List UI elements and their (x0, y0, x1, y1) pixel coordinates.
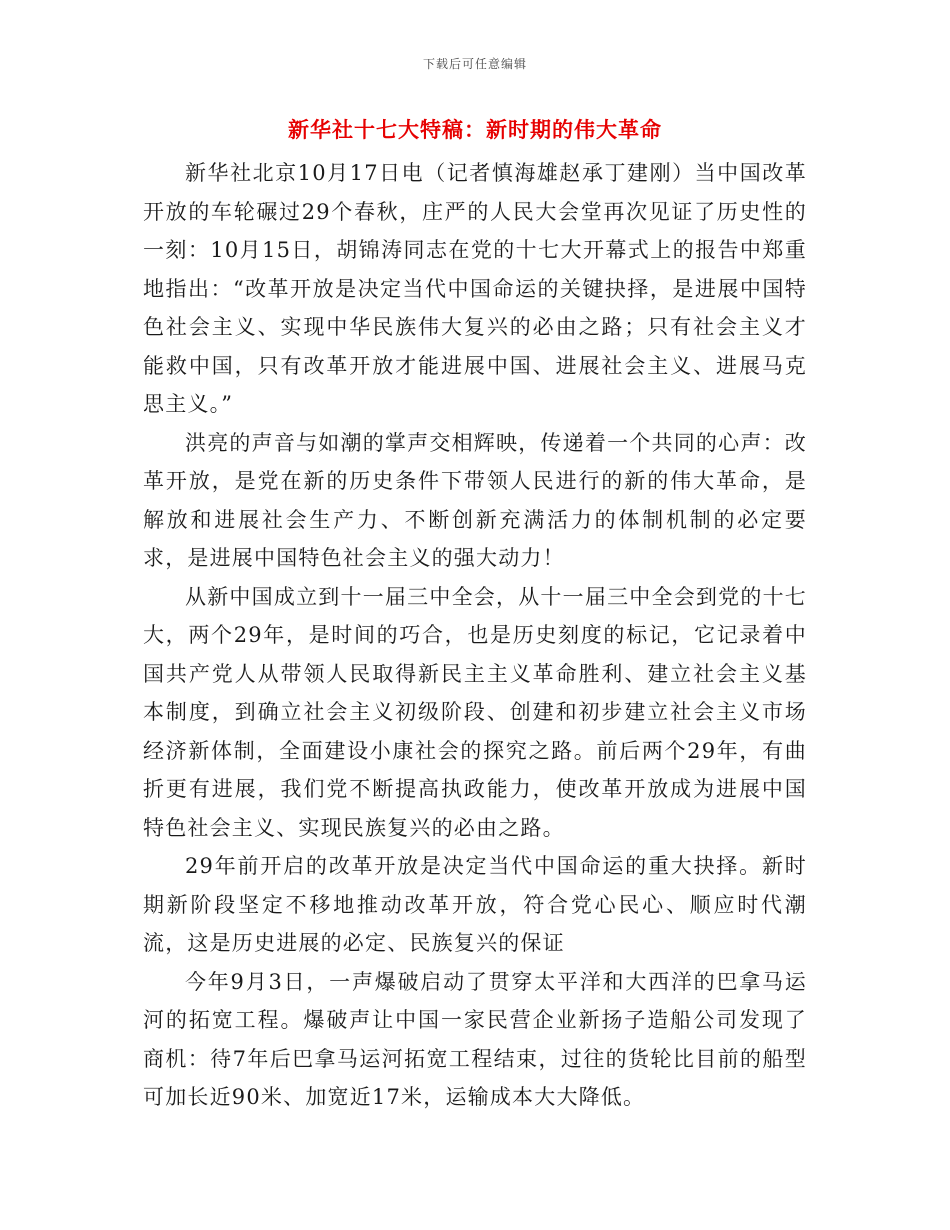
document-title: 新华社十七大特稿：新时期的伟大革命 (288, 117, 662, 142)
paragraph-4: 29年前开启的改革开放是决定当代中国命运的重大抉择。新时期新阶段坚定不移地推动改革开放，符合党心民心、顺应时代潮流，这是历史进展的必定、民族复兴的保证 (143, 854, 807, 955)
paragraph-5: 今年9月3日，一声爆破启动了贯穿太平洋和大西洋的巴拿马运河的拓宽工程。爆破声让中国一家民营企业新扬子造船公司发现了商机：待7年后巴拿马运河拓宽工程结束，过往的货轮比目前的船型可加长近90米、加宽近17米，运输成本大大降低。 (143, 969, 807, 1109)
paragraph-2: 洪亮的声音与如潮的掌声交相辉映，传递着一个共同的心声：改革开放，是党在新的历史条件下带领人民进行的新的伟大革命，是解放和进展社会生产力、不断创新充满活力的体制机制的必定要求，是进展中国特色社会主义的强大动力！ (143, 430, 807, 570)
paragraph-3: 从新中国成立到十一届三中全会，从十一届三中全会到党的十七大，两个29年，是时间的巧合，也是历史刻度的标记，它记录着中国共产党人从带领人民取得新民主主义革命胜利、建立社会主义基本制度，到确立社会主义初级阶段、创建和初步建立社会主义市场经济新体制，全面建设小康社会的探究之路。前后两个29年，有曲折更有进展，我们党不断提高执政能力，使改革开放成为进展中国特色社会主义、实现民族复兴的必由之路。 (143, 584, 807, 840)
paragraph-1: 新华社北京10月17日电（记者慎海雄赵承丁建刚）当中国改革开放的车轮碾过29个春秋，庄严的人民大会堂再次见证了历史性的一刻：10月15日，胡锦涛同志在党的十七大开幕式上的报告中郑重地指出：“改革开放是决定当代中国命运的关键抉择，是进展中国特色社会主义、实现中华民族伟大复兴的必由之路；只有社会主义才能救中国，只有改革开放才能进展中国、进展社会主义、进展马克思主义。” (143, 161, 807, 416)
document-body (143, 154, 807, 1117)
page-header: 下载后可任意编辑 (422, 57, 527, 71)
